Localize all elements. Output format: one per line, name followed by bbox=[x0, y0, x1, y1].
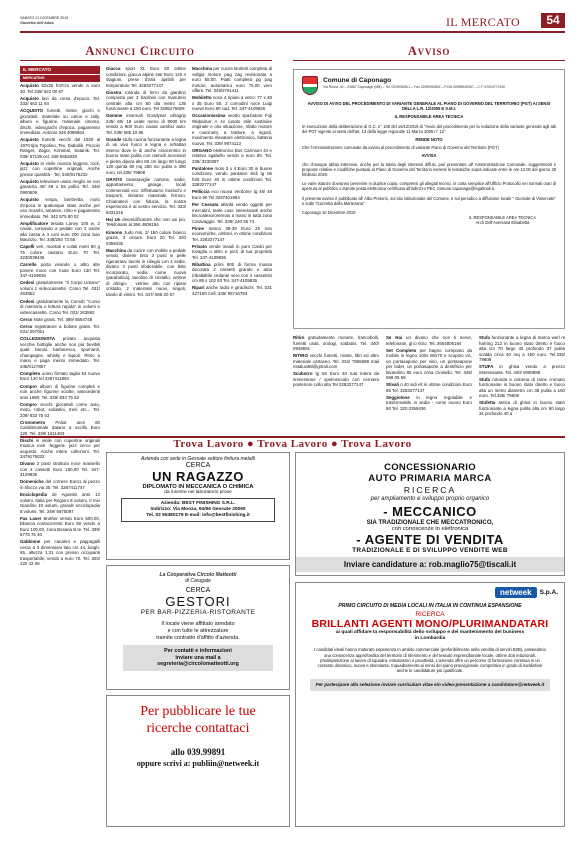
notice-sig-title: IL RESPONSABILE AREA TECNICA bbox=[469, 215, 536, 221]
list-item: Pinne marca 38-39 Euro 25 non economiche, ombrel, in ottime condizioni Tel. 3283277147 bbox=[192, 225, 272, 242]
ad2-line1: Il locale viene affittato arredato bbox=[161, 621, 235, 627]
paper-name: Gazzetta dell'Adda bbox=[20, 21, 54, 25]
netweek-logo: netweek bbox=[495, 587, 537, 598]
list-item: Mobiletto noce 4 ripiani a vetro: 77 x 48 x 35 Euro 50. 2 comodini noce Luigi nuove Euro 80 cad. Tel. 347-4109836 bbox=[192, 95, 272, 112]
ad1-cerca: CERCA bbox=[185, 462, 211, 469]
list-item: GRATIS lavastoviglie cartone, sedie, appartamento, garage, locali commerciali ecc. Effettuiamo traslochi e trasporti, ritiriamo materiale ferroso. Chiamateci con fiducia, la nostra esperienza è al vostro servizio. Tel. 333/ 8431316 bbox=[106, 176, 186, 215]
ad4-purpose: per ampliamento e sviluppo proprio organico bbox=[370, 496, 490, 502]
municipal-crest-icon bbox=[302, 76, 318, 95]
notice-p2: Che l'Amministrazione comunale da avviso al procedimento di variante Piano di Governo del Territorio (PGT) bbox=[302, 145, 499, 151]
classifieds-col-6 bbox=[479, 335, 565, 435]
list-item: Per Cessata attività vendo oggetti per mercatini, tante cose interessanti anche lincroalexo/oremoto a mano in tutta zona Caravaggio. Tel. 339/ 240 35 74 bbox=[192, 202, 272, 224]
ad4-role1-detail2: con conoscenze in elettronica bbox=[391, 526, 469, 532]
list-item: Grande stufa cucina funzionante a legna di un vivo fuoco a legna e refrattari interno dove le di anche cinocentrici in buono stato pulita con utensili accessori e pietra dipera alto 80 cm largo 60 lungo 120 quinta 80 mq 250 mc pulito a 380 euro. tel.335/ 79808 bbox=[106, 136, 186, 175]
ad3-phone[interactable]: allo 039.99891 bbox=[170, 747, 226, 757]
page-number: 54 bbox=[541, 13, 565, 28]
ad3-headline1: Per pubblicare le tue bbox=[140, 704, 256, 719]
ad4-role1: - MECCANICO bbox=[383, 504, 477, 519]
list-item: Macchina da cucire con mobile a pedale vendo, diviene tinto 3 posti in pelle rigenerata, tavolo in ciliegio con 4 sedie, divano 3 posti sfoderabile, con letto incorporato, sedia come nuova (parabolica), tavolino di cristallo, vetrine di ciliegio , vetrine alto con ripiani cristallo, 2 materassi nuovi, singoli, tavolo di vimini. Tel. 347/ 568 20 57 bbox=[106, 247, 186, 297]
list-item: Dischi in vinile con copertine originali musica rock -leggera- jazz cerco per acquisto. Anche intere collezioni. Tel. 3479175032 bbox=[20, 437, 100, 460]
ad1-intro: Azienda con sede in Gessate settore finitura metalli bbox=[141, 456, 255, 462]
list-item: Acquisto lavi da corsa d'epoca. Tel. 333/ 463 11 84 bbox=[20, 95, 100, 107]
ad2-contact-box bbox=[123, 645, 273, 671]
ad5-ricerca: RICERCA bbox=[415, 611, 445, 619]
list-item: Kimono Judo mis. 2/ 150 colore bianco grazie, 3 cinture. Euro 20 Tel. 320 0359436 bbox=[106, 229, 186, 246]
list-item: Giacca sport XL Euro 50 ottime condizioni, giacca alpine star Euro 140 4 stagioni, prese d'aria apribili per temperature Tel. 3283277147 bbox=[106, 66, 186, 88]
notice-p4: Le varie istanze dovranno pervenire in duplice copia, comprensi gli allegati tecnici, in carta semplice all'Ufficio Protocollo nei normali orari di apertura al pubblico o tramite posta elettronica certificata all'indirizzo PEC comune.caponago@legalmail.it. bbox=[302, 181, 556, 192]
notice-p3: che chiunque abbia interesse, anche per la tutela degli interessi diffusi, può presentare all' Amministrazione Comunale, suggerimenti e proposte relative e modifiche puntuali al Piano di Governo del Territorio inerenti le tematiche sopra indicate entro le ore 12.00 del giorno 29 febbraio 2020. bbox=[302, 161, 556, 178]
list-item: Seggiolone in legno regolabile e trasformabile in sedia - come nuovo Euro 50 Tel. 320 0359436 bbox=[386, 394, 472, 411]
ad5-email-link[interactable]: Per partecipare alla selezione inviare curriculum vitae e/o video-presentazione a candidature@netweek.it bbox=[310, 679, 550, 691]
public-notice bbox=[293, 69, 565, 329]
ad3-email-link[interactable]: oppure scrivi a: publiin@netweek.it bbox=[136, 759, 260, 768]
list-item: Occasionissima vendo spaziatore Fuji Widpulsor A 4v (usato stile sostituire originale e olio situazione, rifatto motore e cuscinetti, a trattore, a ingrati, movimento rilevatore elettronico, batteria nuova. Tel. 339/ 9974113 bbox=[192, 113, 272, 146]
ad2-contact2: inviare una mail a bbox=[175, 654, 221, 661]
list-item: Acquisto fumetti vecchi dal 1930 al 1970 tipo Topolino, Tex, Diabolik, Piccolo Ranger, Zagor, Kriminal, Satanik. Tel. 039/ 57135 cel. 348 5652838 bbox=[20, 137, 100, 159]
list-item: COLLEZIONISTA privato acquista vecchie bottiglie anche non più bevibili quali: barolo, barbaresco, spumanti, champagne, whisky e liquori. Ritiro a mano e paga mento immediato. Tel. 345/0127857 bbox=[20, 336, 100, 369]
ad-publish-jobs bbox=[106, 695, 290, 827]
ad5-role: BRILLANTI AGENTI MONO/PLURIMANDATARI bbox=[311, 618, 549, 631]
list-item: Hai Un deumidificatore che non usi più. Telefonami al 366 4806184 bbox=[106, 216, 186, 228]
list-item: Carrello porta vivande o altro alte povere moce con ruote Euro 130 Tel. 347-4109836 bbox=[20, 262, 100, 279]
list-item: Acquisto vespa, lambretta, moto d'epoca in qualunque stato anche per uso ricambi, amatore, ritiro e pagamento immediato. Tel. 342 575 80 02 bbox=[20, 197, 100, 219]
list-item: Cronometro Poliot anni 80 Cariditmamale datario a oscillo Euro 120. Tel. 339/ 1611483 bbox=[20, 419, 100, 436]
col1-items bbox=[20, 83, 100, 567]
list-item: Macchina per cucire Borletti completa di valigia motore pag zag revisionata a euro 55,00. Piatti completa pg pag motore, automatico euro 75,00 vero offere. Tel. 349/2761411 bbox=[192, 66, 272, 93]
list-item: Gabbione per canarini e pappagalli cerca a 3 dimensioni lato cm 44, lungh. 65, altezza 1,31 con presso occupanti trasportabile, vendo a euro 70. Tel. 320/ 220 42 59 bbox=[20, 539, 100, 567]
notice-rende: RENDE NOTO bbox=[415, 137, 443, 143]
trova-lavoro-banner: Trova Lavoro ● Trova Lavoro ● Trova Lavoro bbox=[20, 436, 565, 448]
annunci-rule bbox=[20, 60, 272, 61]
list-item: STUFA in ghisa vendo a prezzo interessante. Tel. 340/ 9080899 bbox=[479, 364, 565, 375]
list-item: Ripari anche radio e giradischi. Tel. 031 427100 Cell. 339/ 95716793 bbox=[192, 285, 272, 296]
avviso-rule bbox=[293, 60, 565, 61]
list-item: Giostra rotonda di ferro da giardino composta per 3 bambini con manubrio centrale alta cm 50 dia metro 135 funzionante a 150 euro. Tel 3285276606 bbox=[106, 89, 186, 112]
netweek-spa: S.p.A. bbox=[539, 589, 558, 596]
classifieds-col-3 bbox=[192, 66, 272, 436]
ad-netweek bbox=[295, 582, 565, 827]
ad-concessionario bbox=[295, 452, 565, 576]
ad-circolo-matteotti bbox=[106, 565, 290, 690]
ad4-ricerca: RICERCA bbox=[403, 485, 457, 495]
list-item: Compro vecchi giocattoli come auto, moto, robot, soldatini, treni etc... Tel. 339/ 833 75 53 bbox=[20, 401, 100, 418]
comune-name: Comune di Caponago bbox=[323, 77, 392, 84]
list-item: Cerco registratore a bobine gratis. Tel. 031/ 267051 bbox=[20, 323, 100, 335]
ad5-tagline: PRIMO CIRCUITO DI MEDIA LOCALI IN ITALIA IN CONTINUA ESPANSIONE bbox=[338, 603, 522, 609]
ad1-email-link[interactable]: Tel. 02 95380179 E-mail: info@bestfinishing.it bbox=[146, 513, 250, 518]
ad4-title1: CONCESSIONARIO bbox=[384, 462, 476, 473]
avviso-title: Avviso bbox=[407, 44, 451, 58]
list-item: Amplificatore tesiata Laney 100 w, 2 canali, comando a pedale con 2 uscite alla cassa a 4 coni euro 200 zona San Maurizio. Tel. 348/293 73 56 bbox=[20, 220, 100, 243]
ad2-email-link[interactable]: segreteria@circolomatteotti.org bbox=[157, 661, 239, 668]
ad2-place: di Carugate bbox=[185, 578, 211, 584]
ad4-email-link[interactable]: Inviare candidature a: rob.maglio75@tiscali.it bbox=[296, 557, 564, 572]
ad2-contact1: Per contatti e informazioni bbox=[164, 648, 232, 654]
list-item: Stufetta antica di ghisa in buono stato funzionante a legna pulita alta cm 80 largo 31 profondo 40 a bbox=[479, 400, 565, 417]
list-item: Ritiro gratuitamente monete, francobolli, fumetti usati, orologi, soldatini. Tel. 340/ 0938691 bbox=[293, 335, 379, 351]
ad5-body: I candidati ideali hanno maturato esperienza in ambito commerciale (preferibilmente nella vendita di servizi B2B), possiedono una conoscenza approfondita del territorio di riferimento e del tessuto imprenditoriale locale, ottime doti relazionali, predisposizione al lavoro di squadra, entusiasmo e proattività. L'azienda offre un percorso di formazione continua in un contesto dinamico, nuovo e stimolante. Inquadramento ai sensi del piano provvigionale competitivo in grado di soddisfare anche le candidature più qualificate. bbox=[314, 647, 546, 674]
list-item: Capelli veri, montati e colati metri 60 g 75 colore castano Euro 70 Tel. 3230039436 bbox=[20, 244, 100, 261]
list-item: Stivali n 40 sidi elt in ottime condizioni Euro 85 Tel. 3283277147 bbox=[386, 382, 472, 393]
list-item: Acquisto in vinile musica leggera, rock, jazz con copertine originali. Anche grosse quantità - Tel. 340/9175232 bbox=[20, 160, 100, 177]
list-item: Stufa funzionante a legna di marca werl m harring 212 in buono stato diretto e fuoco alta cm 70 largo 32 profondo 37 pulita scalda circa 40 mq a 150 euro. Tel.335/ 79808 bbox=[479, 335, 565, 362]
list-item: Domeniche del corriere Euro1 al pezzo in blocco via 30. Tel. 3287411747 bbox=[20, 479, 100, 490]
notice-date: Caponago 16 Dicembre 2019 bbox=[302, 210, 356, 216]
list-item: Cerco Note gratis. Tel. 389/ 8564748 bbox=[20, 316, 93, 322]
ad2-role: GESTORI bbox=[165, 594, 231, 609]
header-rule bbox=[20, 31, 565, 33]
ad1-address: Indirizzo: Via Monza, 94/96 Gessate 20060 bbox=[150, 507, 246, 512]
ad1-sub2: da inserire nel laboratorio prove bbox=[164, 490, 232, 495]
list-item: Compro album di figurine completi e non anche figurine sciolte, antecedenti anni 1980. Tel. 339/ 833 75 53 bbox=[20, 383, 100, 400]
list-item: Scuborro tg 56 Euro 40 tuta intera da immersione / speleoscudo con cerniera posteriore collo alto Tel 3283277147 bbox=[293, 371, 379, 388]
mercatino-box: MERCATINO bbox=[20, 75, 100, 83]
list-item: Acquisto 52x25 h37cm vende a euro 30. Tel 339/ 522 00 87 bbox=[20, 83, 100, 94]
list-item: Se Hai un divano che non ti serve, telefonami, gl io ritiro. Tel. 3664806184 bbox=[386, 335, 472, 346]
list-item: Ribaltina primi 900 di forma mossa decorata 2 cassetti grande e anta (ribaltabile cedante vero con 4 cassettini cm 89 x 102 53 Tel. 347-4109836 bbox=[192, 261, 272, 284]
ad-best-finishing bbox=[106, 452, 290, 560]
list-item: Privato vende maioli in puro Cantù per tovaglia o altro e pizzi di tua proprietà Tel. 347-4109836 bbox=[192, 243, 272, 260]
list-item: Gomme invernali Goodyear ultragrip 245/ 60/ 18 usate meno di 8000 km vendo a 800 Euro causa cambio auto. Tel. 039/ 685 10 85 bbox=[106, 113, 186, 135]
ad1-company: Azienda: BEST FINISHING S.R.L. bbox=[160, 501, 236, 506]
ad1-sub: DIPLOMATO IN MECCANICA O CHIMICA bbox=[142, 484, 254, 490]
list-item: Set Completo per bagno composto da mobile in legno 100x 80x70 e scopino vic, un portasapone per viso, un portasapone per bidet, un portasapone a dentifricio per lavandino 85 euro zona Cinisello. Tel. 345/ 069 05 68 bbox=[386, 347, 472, 381]
ad5-desc2: in Lombardia bbox=[414, 636, 446, 642]
list-item: RITIRO vecchi fumetti, riviste, libri ed altro materiale cartaceo. Tel. 334/ 7865698 mail ristaluxi68@gmail.com bbox=[293, 353, 379, 370]
notice-sig-name: Arch Dell'Aversana Elisabetta bbox=[475, 220, 530, 226]
notice-p5: Il presente avviso è pubblicato all' Albo Pretorio, sul sito istituzionale del Comune, e sul periodico a diffusione locale " Giornale di Vimercate" e sulla "Gazzetta della Martesana". bbox=[302, 195, 556, 206]
list-item: Completo uomo firmato taglia 54 nuovo Euro 120 tel 3287411884 bbox=[20, 370, 100, 382]
ad2-sub: PER BAR-PIZZERIA-RISTORANTE bbox=[140, 609, 256, 616]
classifieds-col-2 bbox=[106, 66, 186, 436]
list-item: Cedesi gratuitamente la Comob "Corso di memoria e lettura rapida" in volumi e videocassette. Como Tel. 031/ 263862 bbox=[20, 298, 100, 315]
ad4-role2: - AGENTE DI VENDITA bbox=[356, 532, 504, 547]
ad4-role1-detail: SIA TRADIZIONALE CHE MECCATRONICO, bbox=[366, 519, 494, 526]
list-item: Fax Laser Brother vendo Euro 500,00, bilancia contacorrenti Euro 60 vendo a Euro 100,00, zona Bosana B.te. Tel. 339/ 8775 75 40 bbox=[20, 515, 100, 538]
ad3-headline2: ricerche contattaci bbox=[146, 721, 250, 736]
header-date: SABATO 21 DICEMBRE 2019 Gazzetta dell'Adda bbox=[20, 16, 69, 25]
list-item: Acquisto televisore usato meglio se con garanzia 40/ 49 o 55 pollici Tel. 346/ 0900609 bbox=[20, 178, 100, 195]
ad4-role2-detail: TRADIZIONALE E DI SVILUPPO VENDITE WEB bbox=[352, 547, 508, 554]
list-item: ORGANO elettronico Bos Carmium 44 e relativo sgabello vendo a euro 80. Tel. 339/ 3230387 bbox=[192, 147, 272, 164]
classifieds-col-4 bbox=[293, 335, 379, 435]
annunci-title: Annunci Circuito bbox=[85, 44, 195, 58]
ad1-role: UN RAGAZZO bbox=[152, 469, 244, 484]
ad1-contact-box bbox=[121, 498, 275, 522]
comune-address: Via Roma, 40 – 20867 Caponago (MB) – Tel. 02/959698.1 – Fax 02/95969824 – P.IVA 00998940967 – C.F. 87003770150 bbox=[323, 85, 506, 90]
notice-p1: In esecuzione della deliberazione di G.C. n° 108 del 16/12/2019 di "Avvio del procedimento per la redazione della variante generale agli atti del PGT vigente ai sensi dell'art. 13 della legge regionale 11 Marzo 2005 n° 12" bbox=[302, 123, 556, 134]
ad5-desc1: ai quali affidare la responsabilità dello sviluppo e del mantenimento del business bbox=[335, 630, 525, 636]
ad2-cerca: CERCA bbox=[185, 587, 211, 594]
list-item: Divano 2 posti struttura noce massello con 2 cassetti Euro 180,00 Tel. 347-4109836 bbox=[20, 461, 100, 478]
notice-responsible: IL RESPONSABILE AREA TECNICA bbox=[394, 114, 464, 120]
ad4-title2: AUTO PRIMARIA MARCA bbox=[368, 473, 492, 484]
ad2-line3: tramite contratto d'affitto d'azienda. bbox=[156, 635, 240, 641]
list-item: Enciclopedia de Agostini anni 13 volumi, Italia per Regioni 8 volumi, Il mio Giardino 10 volumi, grande enciclopedia 8 volumi. Tel. 349/ 6975097 bbox=[20, 492, 100, 514]
notice-heading: AVVISO DI AVVIO DEL PROCEDIMENTO DI VARIANTE GENERALE AL PIANO DI GOVERNO DEL TERRITORIO (PGT) AI SENSI DELLA L.R. 12/2005 E S.M.I. bbox=[307, 101, 551, 112]
ad2-line2: e con tutte le attrezzature bbox=[167, 628, 229, 634]
notice-avvisa: AVVISA bbox=[421, 153, 437, 159]
section-title: IL MERCATO bbox=[446, 15, 521, 29]
list-item: Cedesi gratuitamente "Il Corpo Umano" volumi 1 videocassette. Como Tel. 031/ 263862 bbox=[20, 280, 100, 297]
list-item: Stufa rotonda a colonna di rame cromato funzionante in buono stato diretto e fuoco alta un metro diametro cm 35 pulita a 160 euro. Tel.335/ 79808 bbox=[479, 376, 565, 399]
ad2-coop: La Cooperativa Circolo Matteotti bbox=[159, 572, 237, 578]
mercato-box: IL MERCATO bbox=[20, 66, 100, 74]
classifieds-col-5 bbox=[386, 335, 472, 435]
list-item: Pelliccia eco nuova Verdome tg 46/ 48 Euro 90 Tel 3297401894 bbox=[192, 189, 272, 200]
list-item: ACQUISTO fumetti, riviste, giochi e giocattoli, materiale su calcio e rally, album e figurine, materiale cinema, dischi, videogiochi d'epoca, pagamento immediato. Antonio 348 4088964 bbox=[20, 108, 100, 136]
list-item: Pantalone moto 3 x 4 Euro 30 in buone condizioni, vendo pantalon Sidi tg 06 h20 Euro 40 in ottime condizioni Tel. 3283277147 bbox=[192, 165, 272, 188]
